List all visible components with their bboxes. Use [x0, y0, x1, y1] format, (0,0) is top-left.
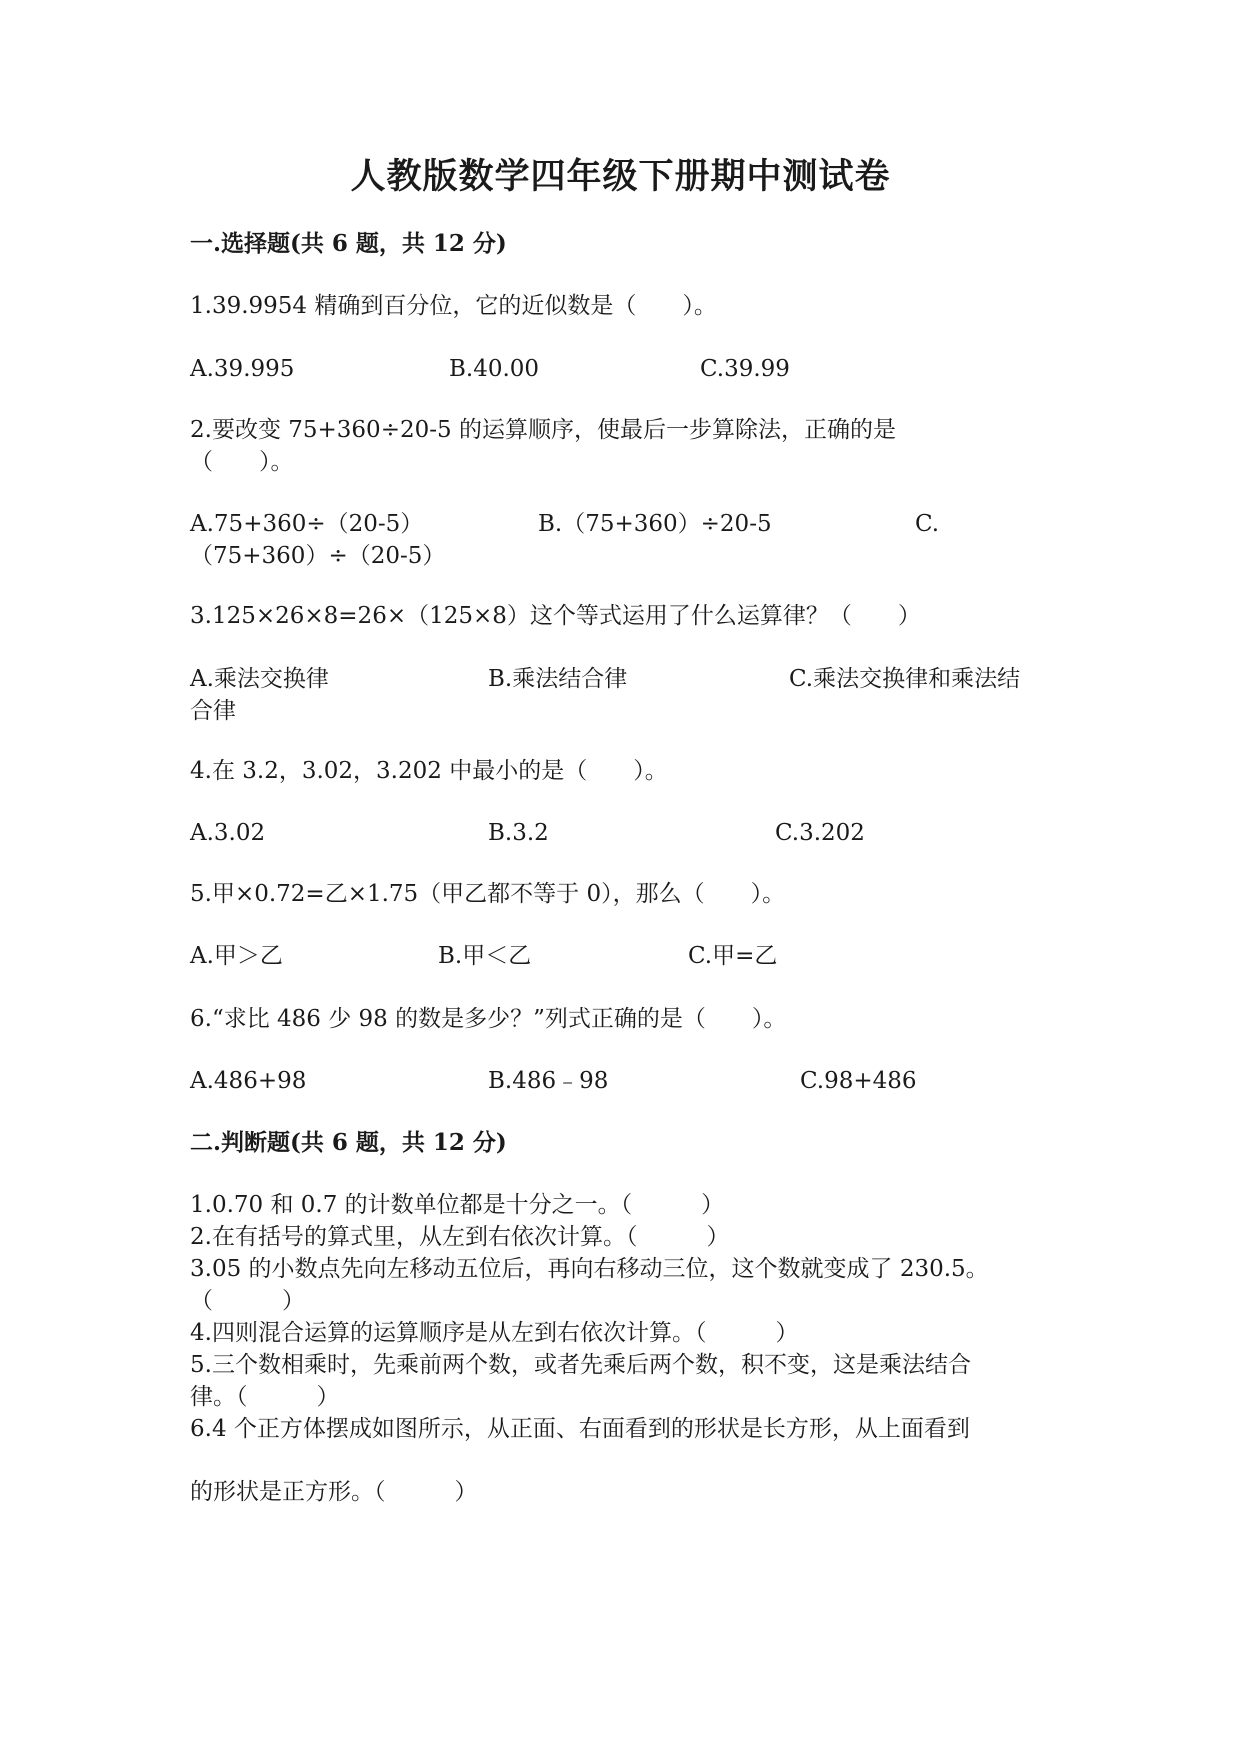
tf-line-6: 5.三个数相乘时，先乘前两个数，或者先乘后两个数，积不变，这是乘法结合 [190, 1352, 971, 1378]
question-3-option-c: C.乘法交换律和乘法结 [789, 666, 1021, 692]
tf-line-5: 4.四则混合运算的运算顺序是从左到右依次计算。（ ） [190, 1320, 799, 1346]
question-4-stem: 4.在 3.2，3.02，3.202 中最小的是（ ）。 [190, 758, 668, 784]
question-1-option-a: A.39.995 [190, 356, 295, 382]
question-4-option-b: B.3.2 [488, 820, 549, 846]
question-5-option-b: B.甲＜乙 [438, 943, 532, 969]
tf-line-3: 3.05 的小数点先向左移动五位后，再向右移动三位，这个数就变成了 230.5。 [190, 1256, 989, 1282]
question-2-stem-line-1: 2.要改变 75+360÷20-5 的运算顺序，使最后一步算除法，正确的是 [190, 417, 896, 443]
question-6-stem: 6.“求比 486 少 98 的数是多少？”列式正确的是（ ）。 [190, 1006, 787, 1032]
page-title: 人教版数学四年级下册期中测试卷 [350, 156, 891, 197]
question-2-option-c-continued: （75+360）÷（20-5） [190, 543, 446, 569]
tf-line-8: 6.4 个正方体摆成如图所示，从正面、右面看到的形状是长方形，从上面看到 [190, 1416, 970, 1442]
question-2-option-c: C. [915, 511, 940, 537]
tf-line-7: 律。（ ） [190, 1384, 340, 1410]
question-5-option-c: C.甲=乙 [688, 943, 778, 969]
question-5-option-a: A.甲＞乙 [190, 943, 283, 969]
question-1-option-b: B.40.00 [449, 356, 540, 382]
section-heading-choice: 一.选择题(共 6 题，共 12 分) [190, 230, 507, 257]
question-1-stem: 1.39.9954 精确到百分位，它的近似数是（ ）。 [190, 293, 717, 319]
question-5-stem: 5.甲×0.72=乙×1.75（甲乙都不等于 0），那么（ ）。 [190, 881, 786, 907]
tf-line-2: 2.在有括号的算式里，从左到右依次计算。（ ） [190, 1224, 730, 1250]
question-2-stem-line-2: （ ）。 [190, 449, 294, 475]
question-3-option-c-continued: 合律 [190, 698, 236, 724]
tf-line-4: （ ） [190, 1288, 305, 1314]
question-4-option-c: C.3.202 [775, 820, 865, 846]
question-3-option-a: A.乘法交换律 [190, 666, 329, 692]
section-heading-true-false: 二.判断题(共 6 题，共 12 分) [190, 1129, 507, 1156]
question-6-option-c: C.98+486 [800, 1068, 917, 1094]
tf-line-9: 的形状是正方形。（ ） [190, 1479, 478, 1505]
tf-line-1: 1.0.70 和 0.7 的计数单位都是十分之一。（ ） [190, 1192, 725, 1218]
question-6-option-a: A.486+98 [190, 1068, 307, 1094]
question-2-option-a: A.75+360÷（20-5） [190, 511, 424, 537]
question-1-option-c: C.39.99 [700, 356, 790, 382]
question-2-option-b: B.（75+360）÷20-5 [538, 511, 772, 537]
question-6-option-b: B.486﹣98 [488, 1068, 609, 1094]
question-3-stem: 3.125×26×8=26×（125×8）这个等式运用了什么运算律？（ ） [190, 603, 921, 629]
question-3-option-b: B.乘法结合律 [488, 666, 628, 692]
question-4-option-a: A.3.02 [190, 820, 266, 846]
